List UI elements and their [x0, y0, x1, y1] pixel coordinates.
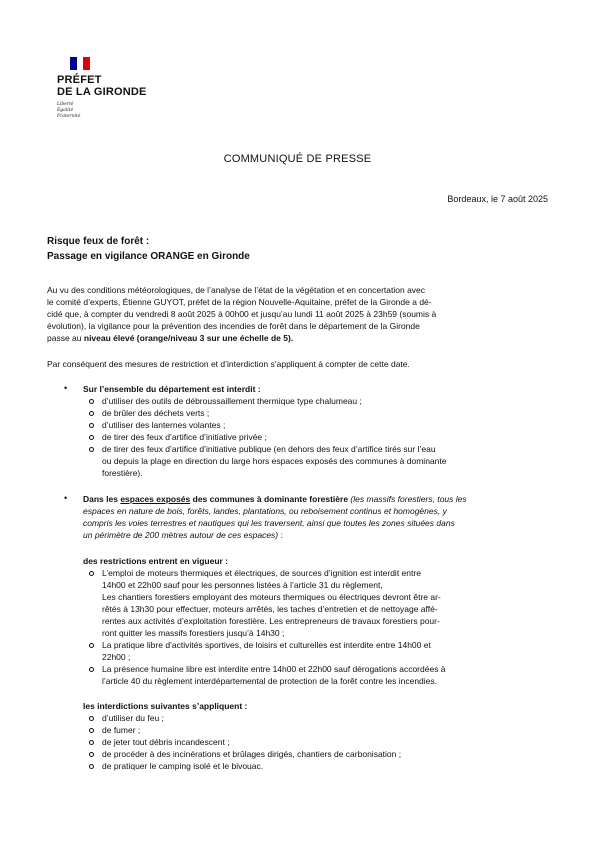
- restriction-line: ront quitter les massifs forestiers jusqu’à 14h30 ;: [102, 628, 285, 638]
- restriction-line: Les chantiers forestiers employant des moteurs thermiques ou électriques devront être ar-: [102, 592, 441, 602]
- intro-line: le comité d’experts, Étienne GUYOT, préfet de la région Nouvelle-Aquitaine, préfet de la Gironde a dé-: [47, 297, 432, 307]
- circle-bullet-icon: [89, 435, 94, 440]
- restriction-line: 14h00 et 22h00 sauf pour les personnes listées à l’article 31 du règlement,: [102, 580, 383, 590]
- circle-bullet-icon: [89, 716, 94, 721]
- restriction-line: La pratique libre d’activités sportives, de loisirs et culturelles est interdite entre 14h00 et: [102, 640, 431, 650]
- section1-item: d’utiliser des outils de débroussaillement thermique type chalumeau ;: [102, 396, 362, 406]
- french-flag-icon: [70, 57, 90, 70]
- circle-bullet-icon: [89, 643, 94, 648]
- circle-bullet-icon: [89, 752, 94, 757]
- prohibition-item: de pratiquer le camping isolé et le bivouac.: [102, 761, 264, 771]
- section1-item: de tirer des feux d’artifice d’initiative privée ;: [102, 432, 267, 442]
- circle-bullet-icon: [89, 764, 94, 769]
- motto-fraternite: Fraternité: [57, 114, 81, 119]
- restriction-line: l’article 40 du règlement interdépartemental de protection de la forêt contre les incendies.: [102, 676, 437, 686]
- prohibition-item: de fumer ;: [102, 725, 141, 735]
- restriction-line: 22h00 ;: [102, 652, 131, 662]
- heading-line-2: Passage en vigilance ORANGE en Gironde: [47, 251, 250, 262]
- logo-line-prefet: PRÉFET: [57, 74, 102, 86]
- heading-line-1: Risque feux de forêt :: [47, 236, 150, 247]
- section1-item: de brûler des déchets verts ;: [102, 408, 210, 418]
- intro-line: cidé que, à compter du vendredi 8 août 2025 à 00h00 et jusqu’au lundi 11 août 2025 à 23h59 (soumis à: [47, 309, 437, 319]
- logo-line-gironde: DE LA GIRONDE: [57, 86, 147, 98]
- section2-lead: Dans les espaces exposés des communes à dominante forestière (les massifs forestiers, tous les: [83, 494, 467, 504]
- section2-italic-line: espaces en nature de bois, forêts, landes, plantations, ou reboisement continus et homogènes, y: [83, 506, 447, 516]
- bullet-dot-icon: •: [64, 383, 68, 393]
- section2-italic-line-last: un périmètre de 200 mètres autour de ces espaces) :: [83, 530, 283, 540]
- restriction-line: La présence humaine libre est interdite entre 14h00 et 22h00 sauf dérogations accordées à: [102, 664, 446, 674]
- restrictions-title: des restrictions entrent en vigueur :: [83, 556, 229, 566]
- circle-bullet-icon: [89, 399, 94, 404]
- intro-line-last: passe au niveau élevé (orange/niveau 3 sur une échelle de 5).: [47, 333, 294, 343]
- section1-item-cont: ou depuis la plage en direction du large hors espaces exposés des communes à dominante: [102, 456, 447, 466]
- intro-line: Au vu des conditions météorologiques, de l’analyse de l’état de la végétation et en concertation avec: [47, 285, 426, 295]
- prohibitions-title: les interdictions suivantes s’appliquent :: [83, 701, 248, 711]
- section1-item: d’utiliser des lanternes volantes ;: [102, 420, 226, 430]
- motto-liberte: Liberté: [57, 102, 74, 107]
- bullet-dot-icon: •: [64, 493, 68, 503]
- circle-bullet-icon: [89, 423, 94, 428]
- intro-line: évolution), la vigilance pour la prévention des incendies de forêt dans le département de la Gironde: [47, 321, 420, 331]
- section1-title: Sur l’ensemble du département est interdit :: [83, 384, 261, 394]
- prohibition-item: d’utiliser du feu ;: [102, 713, 164, 723]
- consequence-paragraph: Par conséquent des mesures de restriction et d’interdiction s’appliquent à compter de cette date.: [47, 359, 410, 369]
- circle-bullet-icon: [89, 447, 94, 452]
- restriction-line: L’emploi de moteurs thermiques et électriques, de sources d’ignition est interdit entre: [102, 568, 421, 578]
- circle-bullet-icon: [89, 728, 94, 733]
- section1-item-cont: forestière).: [102, 468, 143, 478]
- circle-bullet-icon: [89, 740, 94, 745]
- restriction-line: rêtés à 13h30 pour effectuer, moteurs arrêtés, les taches d’entretien et de nettoyage affé-: [102, 604, 438, 614]
- circle-bullet-icon: [89, 667, 94, 672]
- motto-egalite: Égalité: [57, 108, 74, 113]
- document-title: COMMUNIQUÉ DE PRESSE: [223, 153, 372, 165]
- document-date: Bordeaux, le 7 août 2025: [447, 194, 548, 204]
- prohibition-item: de procéder à des incinérations et brûlages dirigés, chantiers de carbonisation ;: [102, 749, 402, 759]
- restriction-line: rentes aux activités d’exploitation forestière. Les entrepreneurs de travaux forestiers pour-: [102, 616, 440, 626]
- section1-item: de tirer des feux d’artifice d’initiative publique (en dehors des feux d’artifice tirés sur l’eau: [102, 444, 436, 454]
- circle-bullet-icon: [89, 411, 94, 416]
- section2-italic-line: compris les voies terrestres et nautiques qui les traversent, ainsi que toutes les zones situées dans: [83, 518, 455, 528]
- circle-bullet-icon: [89, 571, 94, 576]
- prohibition-item: de jeter tout débris incandescent ;: [102, 737, 230, 747]
